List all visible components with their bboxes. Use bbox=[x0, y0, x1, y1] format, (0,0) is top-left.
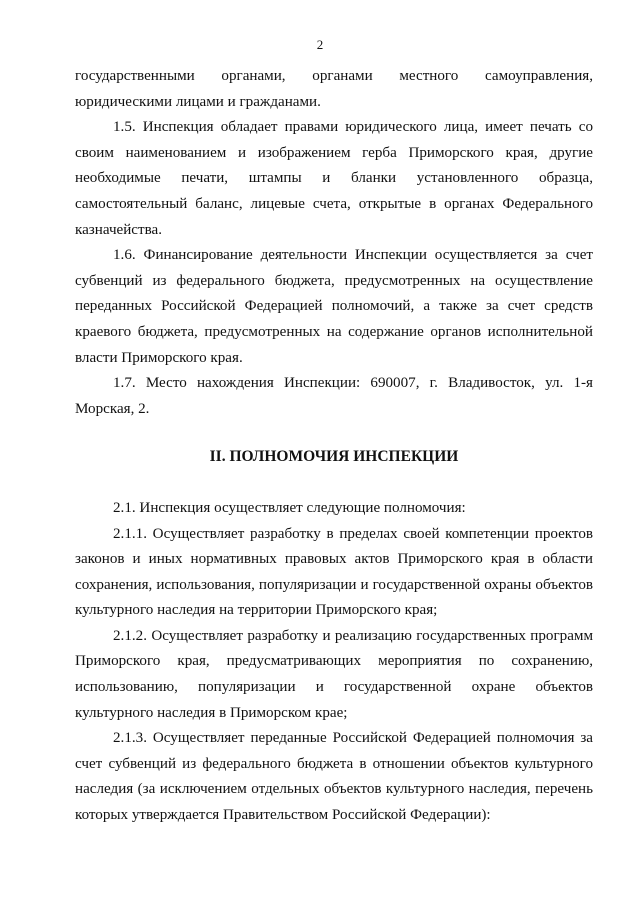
paragraph-2-1: 2.1. Инспекция осуществляет следующие полномочия: bbox=[113, 499, 466, 516]
paragraph-2-1-2: 2.1.2. Осуществляет разработку и реализацию государственных программ Приморского края, предусматривающих мероприятия по сохранению, использованию, популяризации и государственной охране объектов культурного наследия в Приморском крае; bbox=[75, 627, 593, 721]
paragraph-2-1-3: 2.1.3. Осуществляет переданные Российской Федерацией полномочия за счет субвенций из федерального бюджета в отношении объектов культурного наследия (за исключением отдельных объектов культурного наследия, перечень которых утверждается Правительством Российской Федерации): bbox=[75, 730, 593, 824]
paragraph-2-1-1: 2.1.1. Осуществляет разработку в пределах своей компетенции проектов законов и иных нормативных правовых актов Приморского края в области сохранения, использования, популяризации и государственной охраны объектов культурного наследия на территории Приморского края; bbox=[75, 525, 593, 619]
paragraph-continuation: государственными органами, органами местного самоуправления, юридическими лицами и гражданами. bbox=[75, 68, 593, 110]
section-title: II. ПОЛНОМОЧИЯ ИНСПЕКЦИИ bbox=[209, 448, 459, 466]
document-body bbox=[75, 64, 593, 829]
page-number: 2 bbox=[316, 37, 324, 52]
paragraph-1-5: 1.5. Инспекция обладает правами юридического лица, имеет печать со своим наименованием и изображением герба Приморского края, другие необходимые печати, штампы и бланки установленного образца, самостоятельный баланс, лицевые счета, открытые в органах Федерального казначейства. bbox=[75, 119, 593, 238]
paragraph-1-6: 1.6. Финансирование деятельности Инспекции осуществляется за счет субвенций из федерального бюджета, предусмотренных на осуществление переданных Российской Федерацией полномочий, а также за счет средств краевого бюджета, предусмотренных на содержание органов исполнительной власти Приморского края. bbox=[75, 247, 593, 366]
paragraph-1-7: 1.7. Место нахождения Инспекции: 690007, г. Владивосток, ул. 1-я Морская, 2. bbox=[75, 375, 593, 417]
